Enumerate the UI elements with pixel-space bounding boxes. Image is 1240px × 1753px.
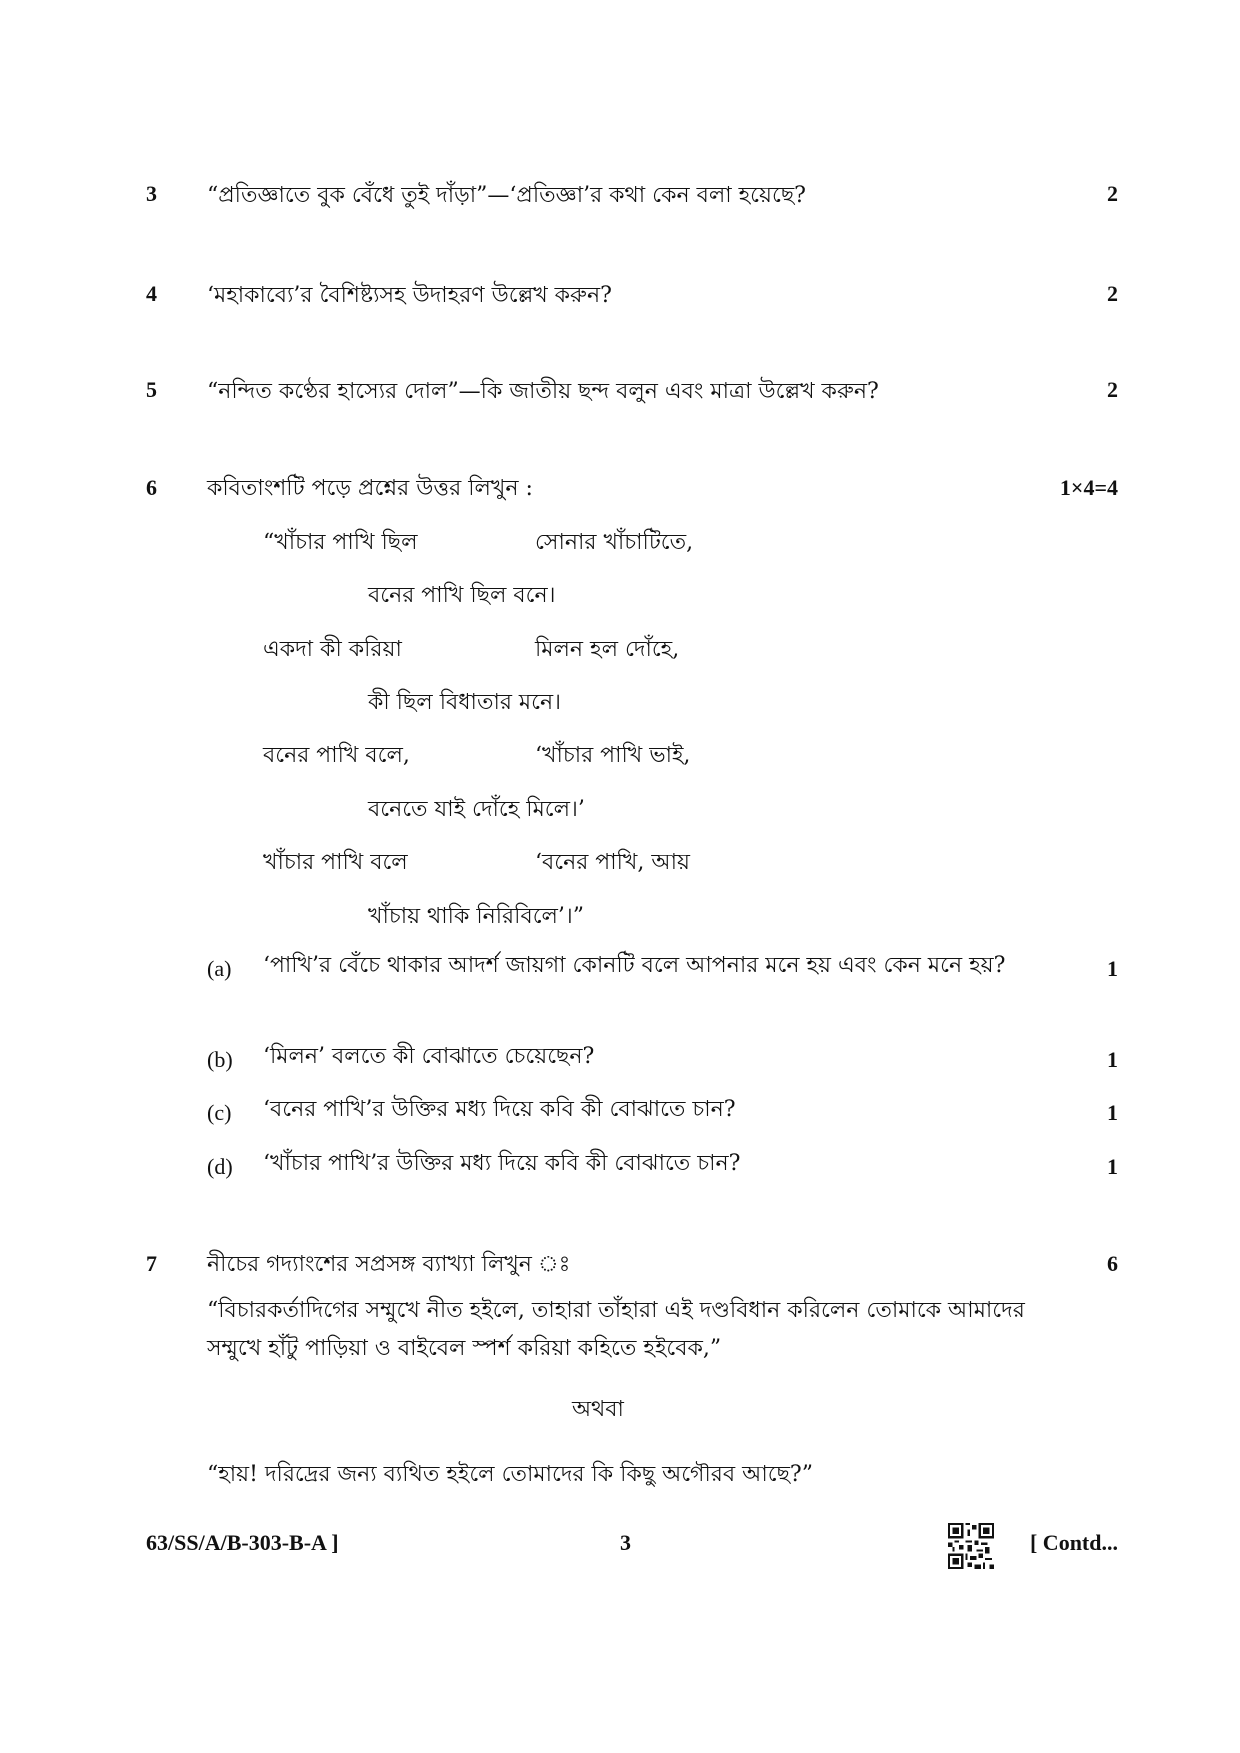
subquestion-label: (d) [207, 1154, 233, 1179]
question-marks: 2 [1107, 281, 1118, 306]
poem-line: ‘খাঁচার পাখি ভাই, [535, 743, 691, 768]
passage-text: “হায়! দরিদ্রের জন্য ব্যথিত হইলে তোমাদের কি কিছু অগৌরব আছে?” [207, 1462, 813, 1487]
question-text: “প্রতিজ্ঞাতে বুক বেঁধে তুই দাঁড়া”—‘প্রতিজ্ঞা’র কথা কেন বলা হয়েছে? [207, 183, 806, 208]
question-text: কবিতাংশটি পড়ে প্রশ্নের উত্তর লিখুন : [207, 476, 533, 501]
poem-line: ‘বনের পাখি, আয় [535, 850, 690, 875]
question-marks: 2 [1107, 377, 1118, 402]
paper-code: 63/SS/A/B-303-B-A ] [146, 1530, 339, 1555]
question-marks: 6 [1107, 1251, 1118, 1276]
poem-line: খাঁচার পাখি বলে [263, 850, 408, 875]
continued-label: [ Contd... [1029, 1530, 1118, 1555]
subquestion-text: ‘বনের পাখি’র উক্তির মধ্য দিয়ে কবি কী বোঝাতে চান? [263, 1097, 736, 1122]
subquestion-marks: 1 [1107, 1047, 1118, 1072]
question-marks: 2 [1107, 181, 1118, 206]
question-text: নীচের গদ্যাংশের সপ্রসঙ্গ ব্যাখ্যা লিখুন ঃ [207, 1252, 571, 1277]
or-separator: অথবা [572, 1397, 624, 1422]
subquestion-text: ‘মিলন’ বলতে কী বোঝাতে চেয়েছেন? [263, 1044, 595, 1069]
poem-line: মিলন হল দোঁহে, [535, 637, 680, 662]
subquestion-marks: 1 [1107, 1100, 1118, 1125]
subquestion-label: (a) [207, 956, 232, 981]
question-number: 4 [146, 281, 157, 306]
subquestion-marks: 1 [1107, 956, 1118, 981]
poem-line: বনের পাখি বলে, [263, 743, 410, 768]
subquestion-text: ‘খাঁচার পাখি’র উক্তির মধ্য দিয়ে কবি কী বোঝাতে চান? [263, 1151, 741, 1176]
subquestion-text: ‘পাখি’র বেঁচে থাকার আদর্শ জায়গা কোনটি বলে আপনার মনে হয় এবং কেন মনে হয়? [263, 953, 1006, 978]
poem-line: খাঁচায় থাকি নিরিবিলে’।” [368, 904, 585, 929]
poem-line: বনেতে যাই দোঁহে মিলে।’ [368, 797, 585, 822]
question-text: ‘মহাকাব্যে’র বৈশিষ্ট্যসহ উদাহরণ উল্লেখ করুন? [207, 283, 612, 308]
question-number: 5 [146, 377, 157, 402]
poem-line: “খাঁচার পাখি ছিল [263, 530, 418, 555]
question-marks: 1×4=4 [1059, 475, 1118, 500]
poem-line: কী ছিল বিধাতার মনে। [368, 690, 561, 715]
subquestion-marks: 1 [1107, 1154, 1118, 1179]
poem-line: বনের পাখি ছিল বনে। [368, 583, 556, 608]
passage-text: “বিচারকর্তাদিগের সম্মুখে নীত হইলে, তাহারা তাঁহারা এই দণ্ডবিধান করিলেন তোমাকে আমাদের সম্মুখে হাঁটু পাড়িয়া ও বাইবেল স্পর্শ করিয়া কহিতে হইবেক,” [207, 1298, 1025, 1361]
question-number: 6 [146, 475, 157, 500]
question-number: 7 [146, 1251, 157, 1276]
page-number: 3 [620, 1530, 631, 1555]
subquestion-label: (c) [207, 1100, 232, 1125]
poem-line: সোনার খাঁচাটিতে, [535, 530, 694, 555]
question-text: “নন্দিত কণ্ঠের হাস্যের দোল”—কি জাতীয় ছন্দ বলুন এবং মাত্রা উল্লেখ করুন? [207, 379, 879, 404]
question-number: 3 [146, 181, 157, 206]
subquestion-label: (b) [207, 1047, 233, 1072]
poem-line: একদা কী করিয়া [263, 637, 402, 662]
qr-code-icon [948, 1523, 994, 1569]
